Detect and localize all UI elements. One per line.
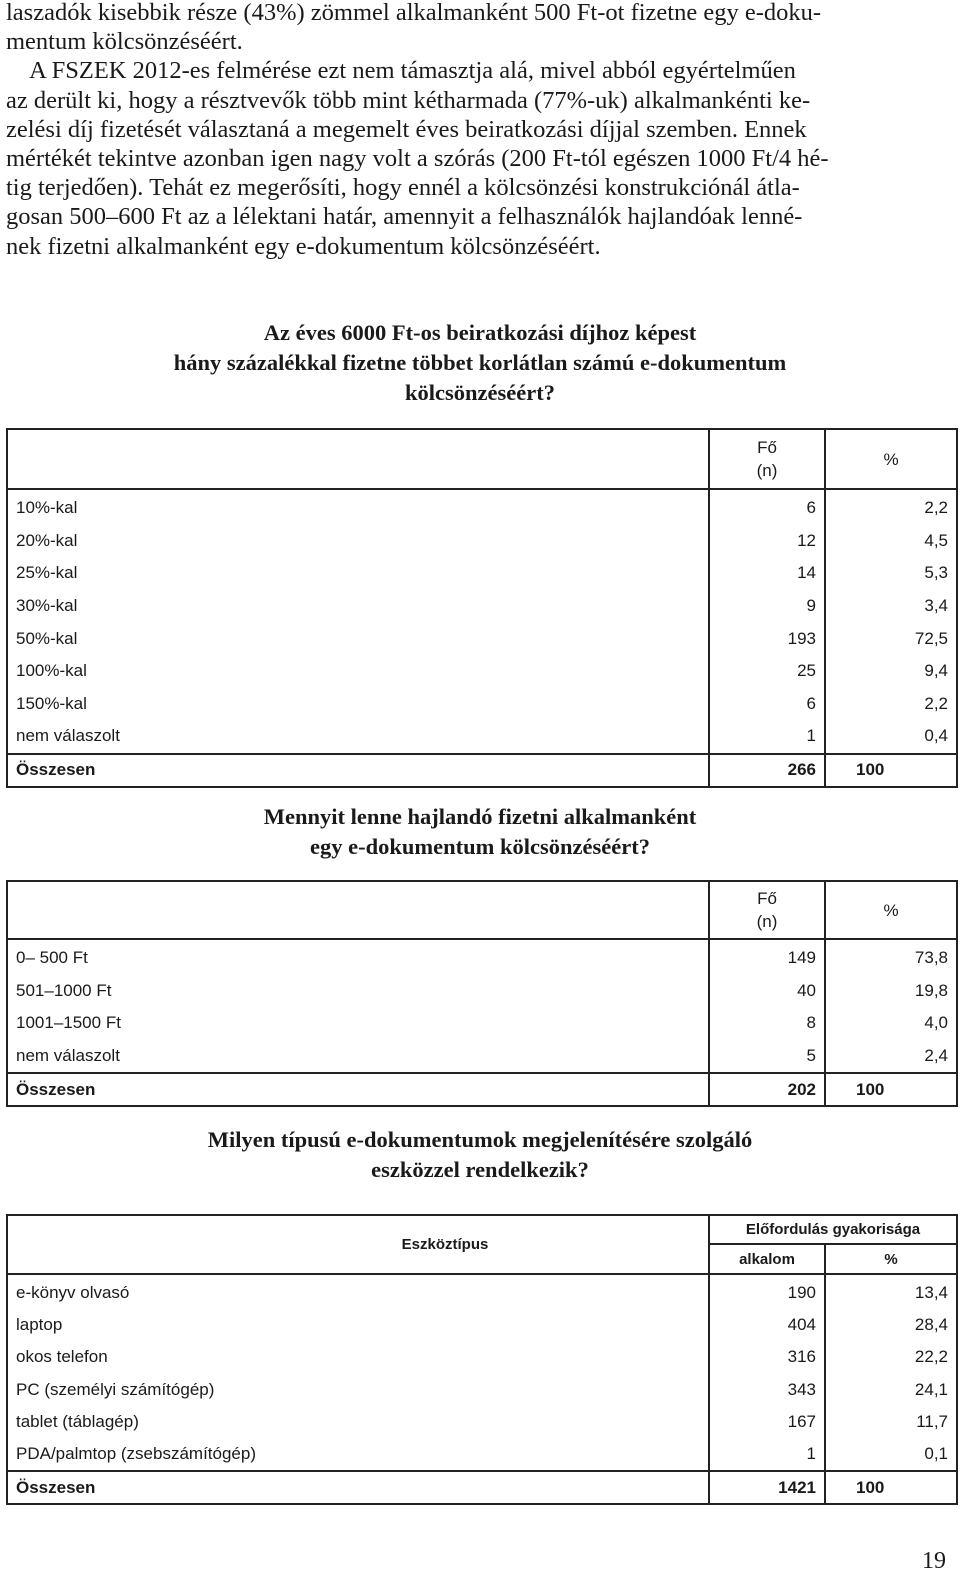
- total-label: Összesen: [7, 1073, 709, 1106]
- table-row: [7, 557, 957, 590]
- row-pct: 9,4: [825, 655, 957, 688]
- row-label: laptop: [7, 1309, 709, 1341]
- table2-title: [0, 802, 960, 862]
- text-line: laszadók kisebbik része (43%) zömmel alkalmanként 500 Ft-ot fizetne egy e-doku-: [6, 0, 822, 26]
- table-header-type: Eszköztípus: [7, 1215, 709, 1274]
- title-line: hány százalékkal fizetne többet korlátlan számú e-dokumentum: [173, 350, 787, 375]
- table-header-pct: %: [825, 429, 957, 489]
- total-pct: 100: [825, 754, 957, 787]
- row-n: 12: [709, 525, 825, 558]
- table-row: [7, 1406, 957, 1438]
- table1-title: [0, 318, 960, 408]
- row-label: okos telefon: [7, 1341, 709, 1373]
- row-pct: 13,4: [825, 1274, 957, 1309]
- row-n: 14: [709, 557, 825, 590]
- row-label: nem válaszolt: [7, 720, 709, 754]
- table-header-empty: [7, 881, 709, 939]
- row-pct: 2,2: [825, 688, 957, 721]
- row-n: 404: [709, 1309, 825, 1341]
- table-row: [7, 720, 957, 754]
- row-pct: 4,0: [825, 1007, 957, 1040]
- row-pct: 22,2: [825, 1341, 957, 1373]
- row-n: 167: [709, 1406, 825, 1438]
- row-label: 30%-kal: [7, 590, 709, 623]
- row-pct: 73,8: [825, 939, 957, 975]
- row-n: 1: [709, 1438, 825, 1471]
- row-label: 150%-kal: [7, 688, 709, 721]
- row-n: 8: [709, 1007, 825, 1040]
- text-line: A FSZEK 2012-es felmérése ezt nem támasztja alá, mivel abból egyértelműen: [6, 57, 796, 85]
- table-row: [7, 688, 957, 721]
- table-header-group: Előfordulás gyakorisága: [709, 1215, 957, 1244]
- row-n: 6: [709, 688, 825, 721]
- row-pct: 4,5: [825, 525, 957, 558]
- row-label: 1001–1500 Ft: [7, 1007, 709, 1040]
- total-label: Összesen: [7, 1471, 709, 1504]
- table2: [6, 880, 958, 1107]
- table-total-row: [7, 1471, 957, 1504]
- table-row: [7, 525, 957, 558]
- row-pct: 0,4: [825, 720, 957, 754]
- row-n: 25: [709, 655, 825, 688]
- row-n: 5: [709, 1040, 825, 1074]
- text-line: gosan 500–600 Ft az a lélektani határ, amennyit a felhasználók hajlandóak lenné-: [6, 203, 803, 231]
- row-n: 6: [709, 489, 825, 525]
- row-pct: 19,8: [825, 975, 957, 1008]
- row-pct: 0,1: [825, 1438, 957, 1471]
- row-label: tablet (táblagép): [7, 1406, 709, 1438]
- text-line: mértékét tekintve azonban igen nagy volt a szórás (200 Ft-tól egészen 1000 Ft/4 hé-: [6, 145, 829, 173]
- table-header-pct: %: [825, 881, 957, 939]
- table-row: [7, 489, 957, 525]
- table-row: [7, 1374, 957, 1406]
- row-n: 40: [709, 975, 825, 1008]
- row-pct: 72,5: [825, 622, 957, 655]
- table3-title: [0, 1125, 960, 1185]
- row-n: 1: [709, 720, 825, 754]
- table-row: [7, 1007, 957, 1040]
- row-label: e-könyv olvasó: [7, 1274, 709, 1309]
- row-pct: 5,3: [825, 557, 957, 590]
- row-label: 501–1000 Ft: [7, 975, 709, 1008]
- text-line: nek fizetni alkalmanként egy e-dokumentum kölcsönzéséért.: [6, 232, 601, 260]
- row-pct: 2,2: [825, 489, 957, 525]
- table-header-n: Fő (n): [709, 429, 825, 489]
- row-n: 343: [709, 1374, 825, 1406]
- row-label: 100%-kal: [7, 655, 709, 688]
- row-pct: 24,1: [825, 1374, 957, 1406]
- row-n: 190: [709, 1274, 825, 1309]
- table-total-row: [7, 754, 957, 787]
- table-row: [7, 1309, 957, 1341]
- table-row: [7, 590, 957, 623]
- title-line: Mennyit lenne hajlandó fizetni alkalmanként: [263, 804, 697, 829]
- table-row: [7, 1274, 957, 1309]
- total-n: 1421: [709, 1471, 825, 1504]
- row-label: nem válaszolt: [7, 1040, 709, 1074]
- table-total-row: [7, 1073, 957, 1106]
- row-pct: 2,4: [825, 1040, 957, 1074]
- row-label: 10%-kal: [7, 489, 709, 525]
- title-line: Milyen típusú e-dokumentumok megjelenítésére szolgáló: [207, 1127, 753, 1152]
- title-line: Az éves 6000 Ft-os beiratkozási díjhoz képest: [263, 320, 697, 345]
- table-header-empty: [7, 429, 709, 489]
- row-n: 316: [709, 1341, 825, 1373]
- row-label: 50%-kal: [7, 622, 709, 655]
- table-row: [7, 939, 957, 975]
- row-label: PC (személyi számítógép): [7, 1374, 709, 1406]
- row-n: 9: [709, 590, 825, 623]
- table-row: [7, 655, 957, 688]
- total-n: 202: [709, 1073, 825, 1106]
- table1: [6, 428, 958, 788]
- title-line: eszközzel rendelkezik?: [371, 1157, 589, 1182]
- row-label: 25%-kal: [7, 557, 709, 590]
- table-row: [7, 1341, 957, 1373]
- row-label: 20%-kal: [7, 525, 709, 558]
- table-row: [7, 1040, 957, 1074]
- row-pct: 3,4: [825, 590, 957, 623]
- table3: [6, 1214, 958, 1505]
- table-header-n: Fő (n): [709, 881, 825, 939]
- total-label: Összesen: [7, 754, 709, 787]
- title-line: kölcsönzéséért?: [405, 380, 555, 405]
- title-line: egy e-dokumentum kölcsönzéséért?: [310, 834, 650, 859]
- table-header-pct: %: [825, 1244, 957, 1274]
- row-n: 149: [709, 939, 825, 975]
- row-pct: 11,7: [825, 1406, 957, 1438]
- text-line: mentum kölcsönzéséért.: [6, 28, 243, 56]
- table-row: [7, 975, 957, 1008]
- row-pct: 28,4: [825, 1309, 957, 1341]
- row-label: PDA/palmtop (zsebszámítógép): [7, 1438, 709, 1471]
- text-line: az derült ki, hogy a résztvevők több mint kétharmada (77%-uk) alkalmankénti ke-: [6, 86, 811, 114]
- table-row: [7, 1438, 957, 1471]
- total-pct: 100: [825, 1073, 957, 1106]
- table-row: [7, 622, 957, 655]
- page-number: 19: [922, 1548, 946, 1574]
- row-label: 0– 500 Ft: [7, 939, 709, 975]
- text-line: zelési díj fizetését választaná a megemelt éves beiratkozási díjjal szemben. Ennek: [6, 115, 807, 143]
- text-line: tig terjedően). Tehát ez megerősíti, hogy ennél a kölcsönzési konstrukciónál átla-: [6, 174, 800, 202]
- intro-paragraph: [6, 0, 950, 261]
- row-n: 193: [709, 622, 825, 655]
- table-header-n: alkalom: [709, 1244, 825, 1274]
- total-pct: 100: [825, 1471, 957, 1504]
- total-n: 266: [709, 754, 825, 787]
